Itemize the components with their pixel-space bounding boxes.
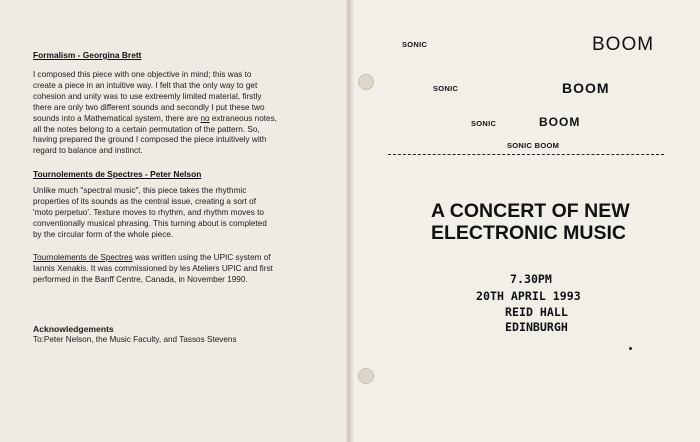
formalism-heading: Formalism - Georgina Brett	[33, 50, 142, 60]
tournolements-paragraph-1: Unlike much "spectral music", this piece takes the rhythmic properties of its sounds as the central issue, creating a sort of 'moto perpetuo'. Texture moves to rhythm, and rhythm moves to conventionally musical phrasing. This turning about is completed by the circular form of the whole piece.	[33, 186, 267, 239]
acknowledgements-text: To:Peter Nelson, the Music Faculty, and Tassos Stevens	[33, 335, 237, 344]
ink-dot	[629, 347, 632, 350]
concert-venue: REID HALL	[505, 305, 568, 319]
concert-time: 7.30PM	[510, 272, 552, 286]
tournolements-heading: Tournolements de Spectres - Peter Nelson	[33, 169, 202, 179]
concert-date: 20TH APRIL 1993	[476, 289, 581, 303]
sonic-label: SONIC	[471, 119, 497, 128]
sonic-boom-label: SONIC BOOM	[507, 141, 560, 150]
acknowledgements-heading: Acknowledgements	[33, 324, 114, 334]
boom-label: BOOM	[562, 80, 610, 96]
sonic-label: SONIC	[433, 84, 459, 93]
concert-title: A CONCERT OF NEW ELECTRONIC MUSIC	[431, 200, 630, 244]
punch-hole	[358, 368, 374, 384]
formalism-paragraph: I composed this piece with one objective in mind; this was to create a piece in an intuitive way. I felt that the only way to get cohesion and unity was to use extreemly limited material, firstly there are only two different sounds and secondly I put these two sounds into a Mathematical system, there are no extraneous notes, all the notes belong to a certain permutation of the pattern. So, having prepared the ground I composed the piece intuitively with regard to balance and instinct.	[33, 70, 277, 156]
page-fold	[346, 0, 354, 442]
punch-hole	[358, 74, 374, 90]
concert-city: EDINBURGH	[505, 320, 568, 334]
boom-label: BOOM	[592, 34, 655, 55]
tournolements-paragraph-2: Tournolements de Spectres was written using the UPIC system of Iannis Xenakis. It was commissioned by les Ateliers UPIC and first performed in the Banff Centre, Canada, in November 1990.	[33, 253, 273, 284]
dashed-divider	[388, 154, 664, 155]
boom-label: BOOM	[539, 115, 581, 129]
sonic-label: SONIC	[402, 40, 428, 49]
